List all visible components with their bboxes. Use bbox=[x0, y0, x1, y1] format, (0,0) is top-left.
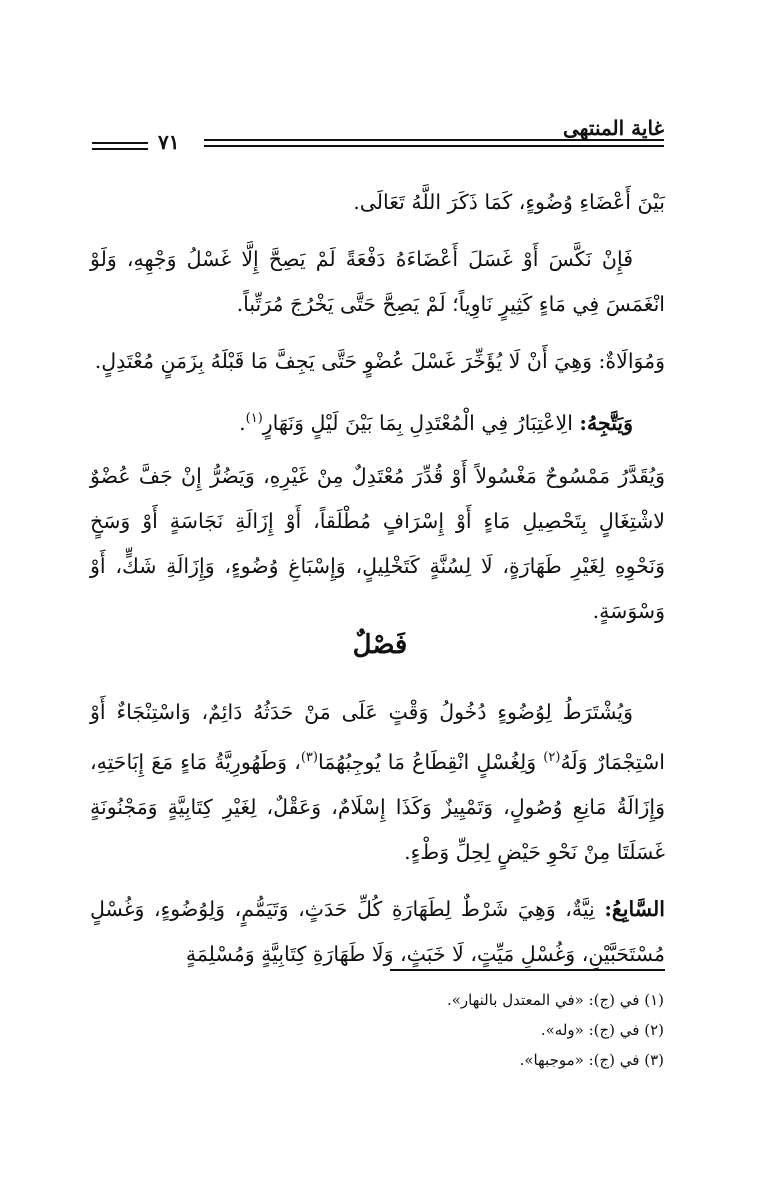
footnote-ref-3: (٣) bbox=[300, 750, 318, 765]
footnotes bbox=[264, 985, 664, 1075]
sabi-text: نِيَّةٌ، وَهِيَ شَرْطٌ لِطَهَارَةِ كُلِّ حَدَثٍ، وَتَيَمُّمٍ، وَلِوُضُوءٍ، وَغُسْلٍ مُسْتَحَبَّيْنِ، وَغُسْلِ مَيِّتٍ، لَا خَبَثٍ، وَلَا طَهَارَةِ كِتَابِيَّةٍ وَمُسْلِمَةٍ bbox=[90, 897, 665, 966]
yattajih-end: . bbox=[239, 411, 246, 435]
footnote-2: (٢) في (ج): «وله». bbox=[540, 1021, 664, 1039]
footnote-1: (١) في (ج): «في المعتدل بالنهار». bbox=[446, 991, 664, 1009]
paragraph-yattajih bbox=[90, 396, 665, 446]
footnote-ref-1: (١) bbox=[245, 411, 263, 426]
footnote-separator bbox=[390, 969, 665, 971]
yattajih-lead: وَيَتَّجِهُ: bbox=[579, 411, 633, 435]
footnote-3: (٣) في (ج): «موجبها». bbox=[519, 1051, 664, 1069]
paragraph-muwalat: وَمُوَالَاةٌ: وَهِيَ أَنْ لَا يُؤَخِّرَ غَسْلَ عُضْوٍ حَتَّى يَجِفَّ مَا قَبْلَهُ بِزَمَنٍ مُعْتَدِلٍ. bbox=[94, 349, 665, 373]
fasl-part2: وَلِغُسْلٍ انْقِطَاعُ مَا يُوجِبُهُمَا bbox=[317, 750, 544, 774]
running-header-title: غاية المنتهى bbox=[563, 116, 664, 140]
paragraph-sabi bbox=[90, 887, 665, 977]
yattajih-text: الِاعْتِبَارُ فِي الْمُعْتَدِلِ بِمَا بَيْنَ لَيْلٍ وَنَهَارٍ bbox=[262, 411, 580, 435]
page-number: ٧١ bbox=[158, 130, 180, 154]
footnote-ref-2: (٢) bbox=[543, 750, 561, 765]
paragraph-tankees: فَإِنْ نَكَّسَ أَوْ غَسَلَ أَعْضَاءَهُ دَفْعَةً لَمْ يَصِحَّ إِلَّا غَسْلُ وَجْهِهِ، وَلَوْ انْغَمَسَ فِي مَاءٍ كَثِيرٍ نَاوِياً؛ لَمْ يَصِحَّ حَتَّى يَخْرُجَ مُرَتِّباً. bbox=[90, 247, 665, 316]
paragraph-yuqaddar: وَيُقَدَّرُ مَمْسُوحٌ مَغْسُولاً أَوْ قُدِّرَ مُعْتَدِلٌ مِنْ غَيْرِهِ، وَيَضُرُّ إِنْ جَفَّ عُضْوٌ لاشْتِغَالٍ بِتَحْصِيلِ مَاءٍ أَوْ إِسْرَافٍ مُطْلَقاً، أَوْ إِزَالَةِ نَجَاسَةٍ أَوْ وَسَخٍ وَنَحْوِهِ لِغَيْرِ طَهَارَةٍ، لَا لِسُنَّةٍ كَتَخْلِيلٍ، وَإِسْبَاغِ وُضُوءٍ، وَإِزَالَةِ شَكٍّ، أَوْ وَسْوَسَةٍ. bbox=[90, 464, 666, 623]
paragraph-continuation: بَيْنَ أَعْضَاءِ وُضُوءٍ، كَمَا ذَكَرَ اللَّهُ تَعَالَى. bbox=[353, 190, 665, 214]
fasl-part1: وَيُشْتَرَطُ لِوُضُوءٍ دُخُولُ وَقْتٍ عَلَى مَنْ حَدَثُهُ دَائِمٌ، وَاسْتِنْجَاءٌ أَوْ اسْتِجْمَارٌ وَلَهُ bbox=[90, 700, 665, 774]
sabi-lead: السَّابِعُ: bbox=[604, 897, 665, 921]
header-rule-right bbox=[204, 139, 664, 151]
section-title-fasl: فَصْلٌ bbox=[352, 630, 408, 660]
paragraph-fasl bbox=[90, 690, 665, 875]
header-rule-left bbox=[92, 142, 148, 154]
fasl-part3: ، وَطَهُورِيَّةُ مَاءٍ مَعَ إِبَاحَتِهِ، وَإِزَالَةُ مَانِعِ وُصُولٍ، وَتَمْيِيزٌ وَكَذَا إِسْلَامٌ، وَعَقْلٌ، لِغَيْرِ كِتَابِيَّةٍ وَمَجْنُونَةٍ غَسَلَتَا مِنْ نَحْوِ حَيْضٍ لِحِلِّ وَطْءٍ. bbox=[90, 750, 665, 864]
body-block-top bbox=[90, 180, 665, 634]
body-block-fasl bbox=[90, 690, 665, 977]
